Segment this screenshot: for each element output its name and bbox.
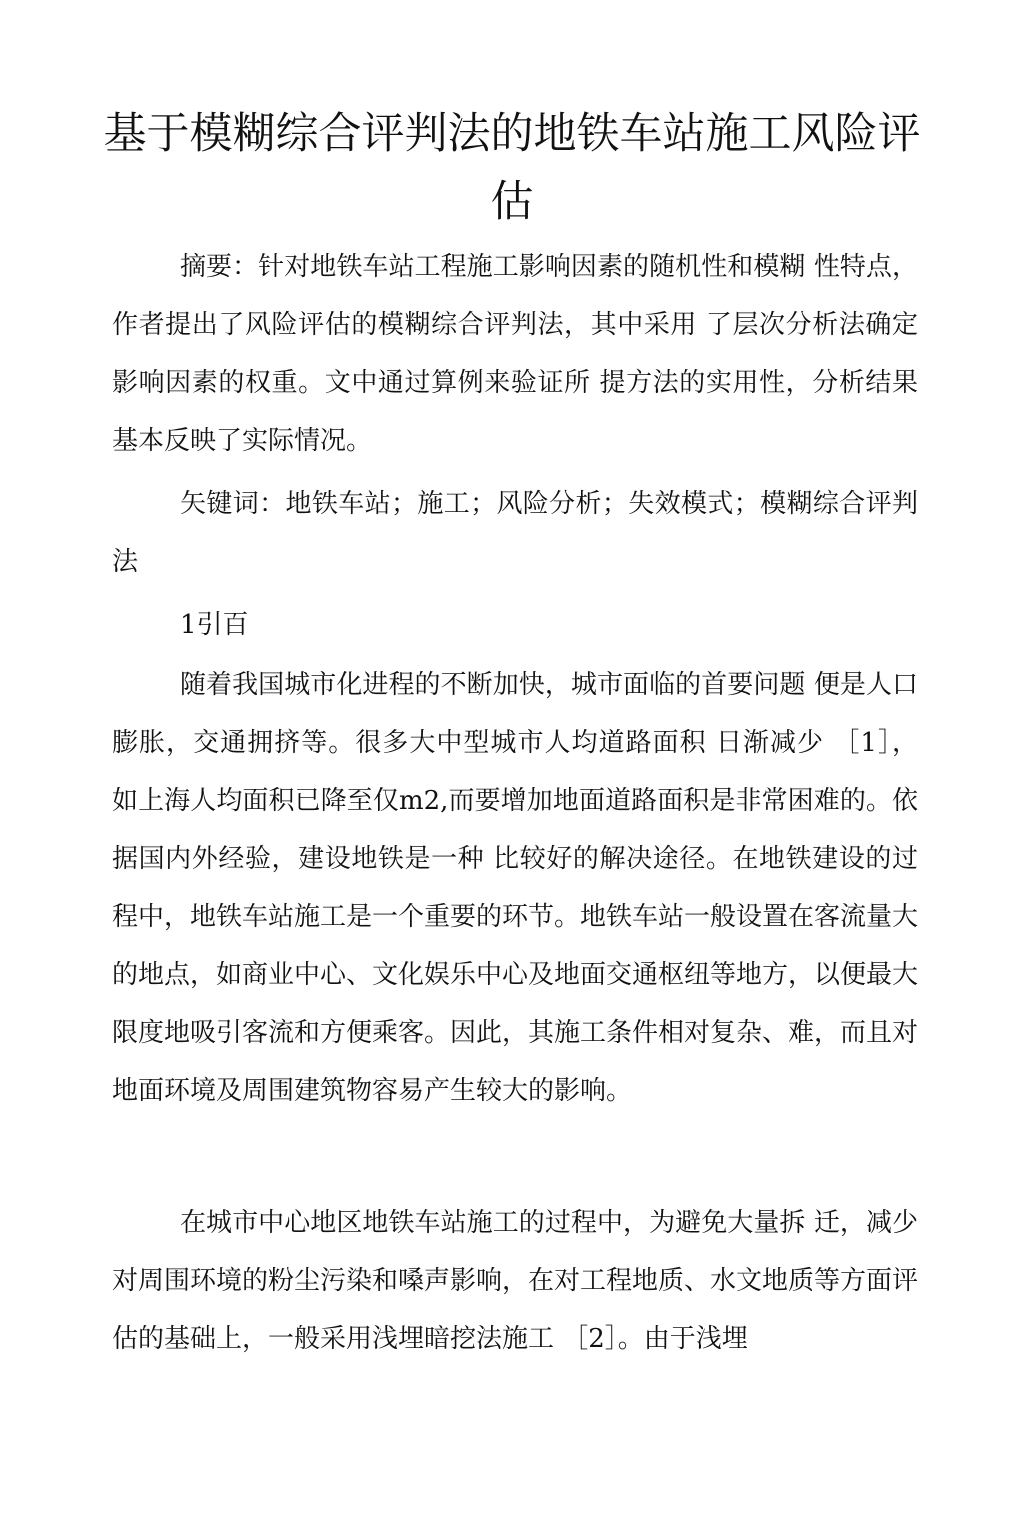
body-paragraph-2: 在城市中心地区地铁车站施工的过程中，为避免大量拆 迁，减少对周围环境的粉尘污染和嗓声影响，在对工程地质、水文地质等方面评估的基础上，一般采用浅埋暗挖法施工 ［2］。由于浅埋 (112, 1208, 919, 1354)
document-title: 基于模糊综合评判法的地铁车站施工风险评估 (103, 109, 921, 227)
section-heading: 1引百 (180, 610, 249, 640)
keywords-paragraph: 矢键词：地铁车站；施工；风险分析；失效模式；模糊综合评判法 (112, 489, 918, 577)
abstract-paragraph: 摘要：针对地铁车站工程施工影响因素的随机性和模糊 性特点，作者提出了风险评估的模糊综合评判法，其中采用 了层次分析法确定影响因素的权重。文中通过算例来验证所 提方法的实用性，分析结果基本反映了实际情况。 (112, 252, 918, 456)
body-paragraph-1: 随着我国城市化进程的不断加快，城市面临的首要问题 便是人口膨胀，交通拥挤等。很多大中型城市人均道路面积 日渐减少 ［1］， 如上海人均面积已降至仅m2,而要增加地面道路面积是非常困难的。依据国内外经验，建设地铁是一种 比较好的解决途径。在地铁建设的过程中，地铁车站施工是一个重要的环节。地铁车站一般设置在客流量大的地点，如商业中心、文化娱乐中心及地面交通枢纽等地方，以便最大限度地吸引客流和方便乘客。因此，其施工条件相对复杂、难，而且对地面环境及周围建筑物容易产生较大的影响。 (112, 670, 919, 1106)
